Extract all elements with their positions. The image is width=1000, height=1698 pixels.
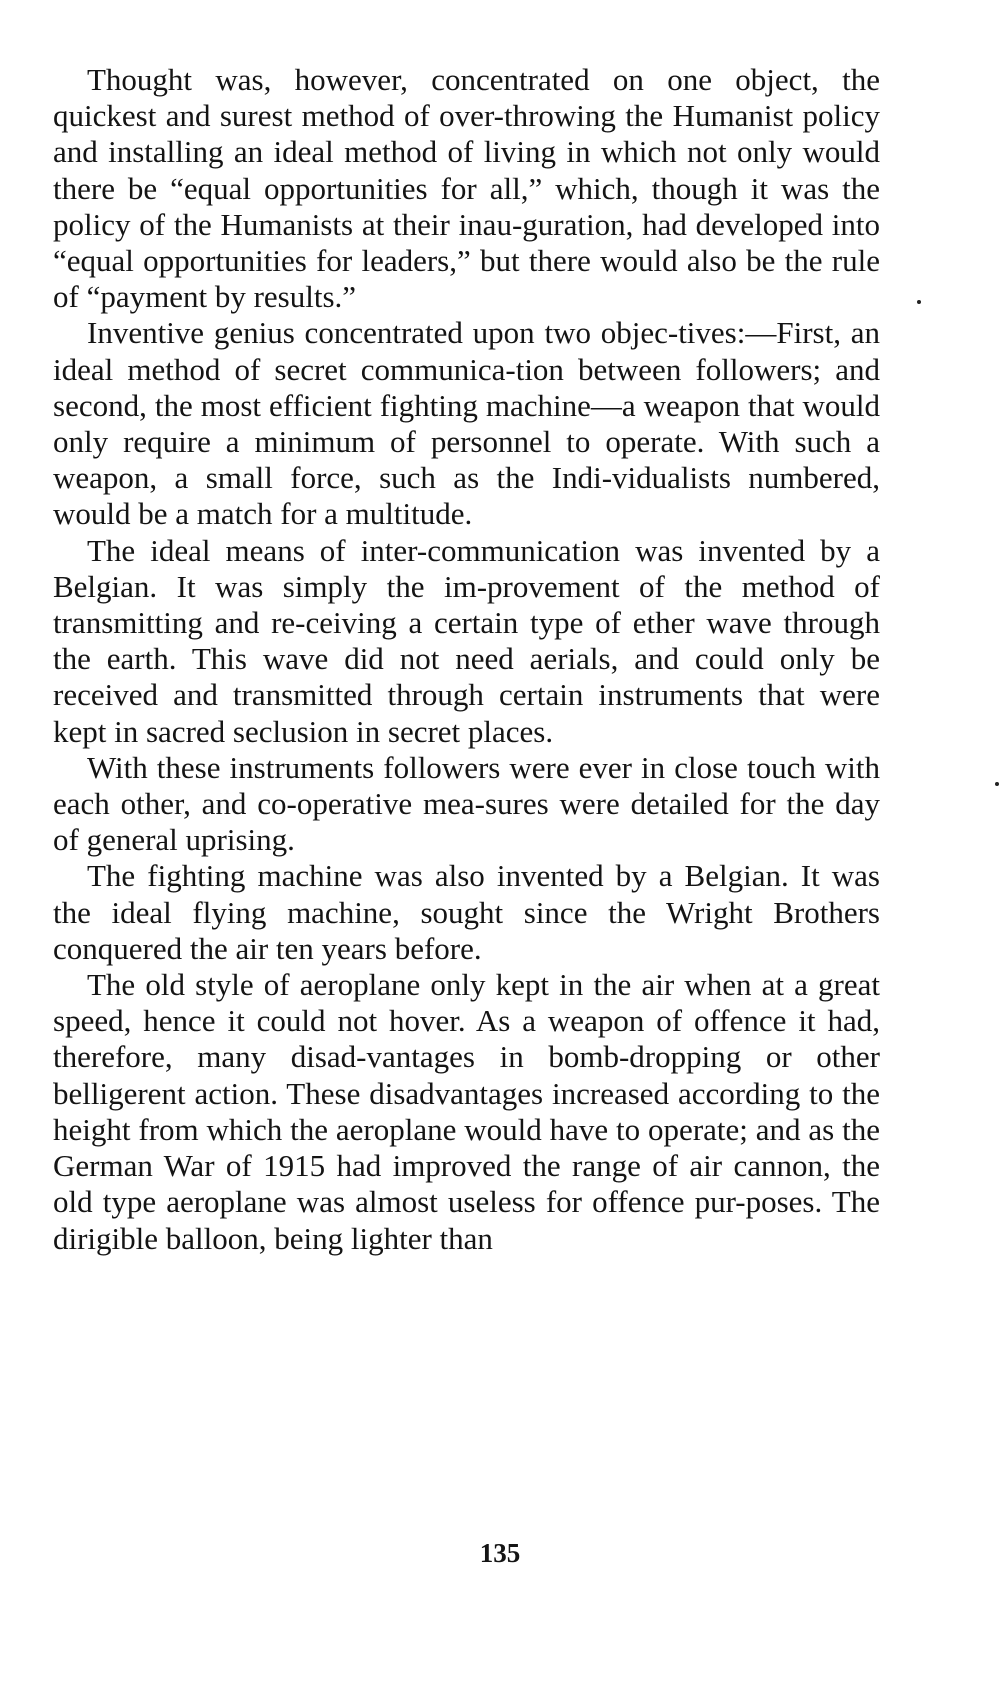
page-number: 135 bbox=[479, 1538, 521, 1568]
paragraph-4: With these instruments followers were ever in close touch with each other, and co-operative mea-sures were detailed for the day of general uprising. bbox=[53, 749, 880, 858]
print-speck bbox=[995, 782, 999, 786]
paragraph-3: The ideal means of inter-communication was invented by a Belgian. It was simply the im-provement of the method of transmitting and re-ceiving a certain type of ether wave through the earth. This wave did not need aerials, and could only be received and transmitted through certain instruments that were kept in sacred seclusion in secret places. bbox=[53, 532, 880, 749]
paragraph-5: The fighting machine was also invented by a Belgian. It was the ideal flying machine, sought since the Wright Brothers conquered the air ten years before. bbox=[53, 858, 880, 966]
paragraph-1: Thought was, however, concentrated on one object, the quickest and surest method of over-throwing the Humanist policy and installing an ideal method of living in which not only would there be “equal opportunities for all,” which, though it was the policy of the Humanists at their inau-guration, had developed into “equal opportunities for leaders,” but there would also be the rule of “payment by results.” bbox=[53, 62, 880, 315]
body-text bbox=[53, 62, 880, 1257]
print-speck bbox=[917, 300, 921, 304]
paragraph-6: The old style of aeroplane only kept in the air when at a great speed, hence it could not hover. As a weapon of offence it had, therefore, many disad-vantages in bomb-dropping or other belligerent action. These disadvantages increased according to the height from which the aeroplane would have to operate; and as the German War of 1915 had improved the range of air cannon, the old type aeroplane was almost useless for offence pur-poses. The dirigible balloon, being lighter than bbox=[53, 967, 880, 1256]
paragraph-2: Inventive genius concentrated upon two objec-tives:—First, an ideal method of secret communica-tion between followers; and second, the most efficient fighting machine—a weapon that would only require a minimum of personnel to operate. With such a weapon, a small force, such as the Indi-vidualists numbered, would be a match for a multitude. bbox=[53, 315, 880, 532]
